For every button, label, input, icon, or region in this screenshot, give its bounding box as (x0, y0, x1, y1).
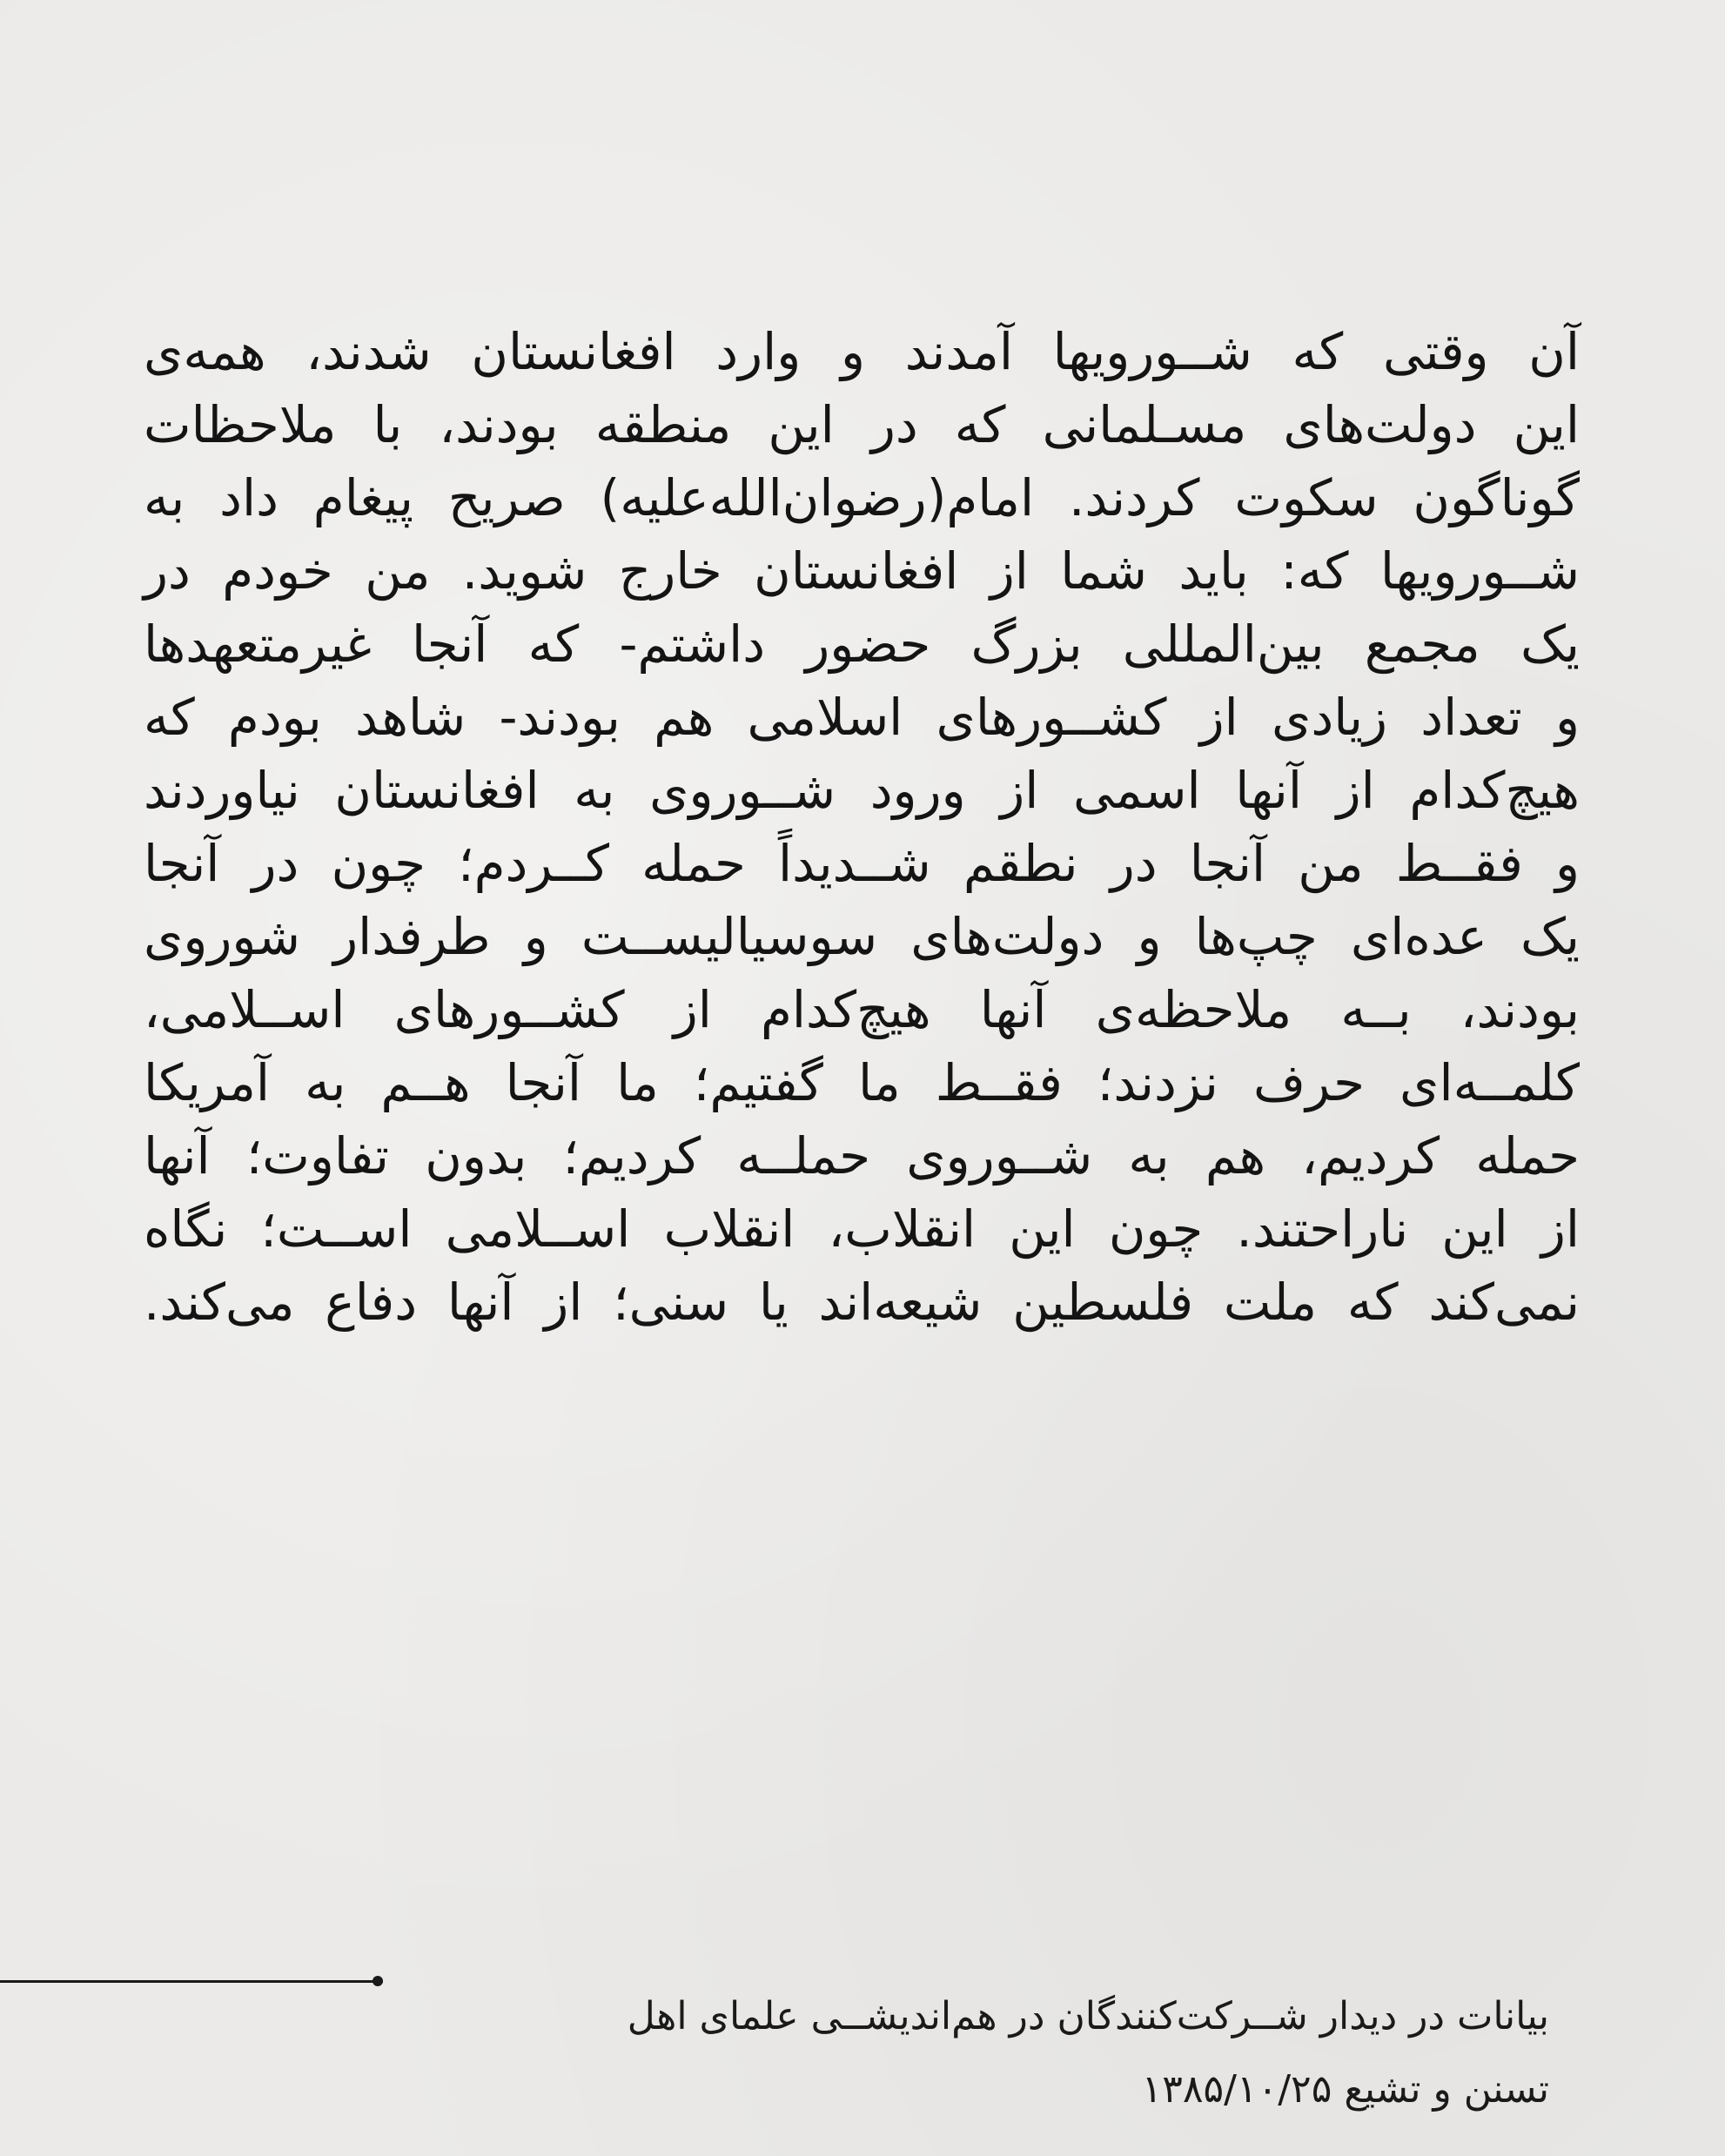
paragraph-line: و فقــط من آنجا در نطقم شــدیداً حمله کــردم؛ چون در آنجا (144, 834, 1580, 893)
paragraph-line: هیچ‌کدام از آنها اسمی از ورود شــوروی به افغانستان نیاوردند (144, 761, 1580, 820)
paragraph-line: شــورویها که: باید شما از افغانستان خارج شوید. من خودم در (144, 541, 1580, 601)
paragraph-line: و تعداد زیادی از کشــورهای اسلامی هم بودند- شاهد بودم که (144, 688, 1580, 747)
paragraph-line: بودند، بــه ملاحظه‌ی آنها هیچ‌کدام از کشــورهای اســلامی، (144, 980, 1580, 1039)
paragraph-line: حمله کردیم، هم به شــوروی حملــه کردیم؛ بدون تفاوت؛ آنها (144, 1126, 1580, 1185)
footnote-text (627, 1980, 1549, 2126)
paragraph-line: گوناگون سکوت کردند. امام(رضوان‌الله‌علیه) صریح پیغام داد به (144, 468, 1580, 527)
paragraph-line: یک مجمع بین‌المللی بزرگ حضور داشتم- که آنجا غیرمتعهدها (144, 615, 1580, 674)
main-paragraph (144, 315, 1580, 1339)
footnote-divider (0, 1980, 383, 1983)
paragraph-line: یک عده‌ای چپ‌ها و دولت‌های سوسیالیســت و طرفدار شوروی (144, 907, 1580, 966)
paragraph-line: از این ناراحتند. چون این انقلاب، انقلاب اســلامی اســت؛ نگاه (144, 1199, 1580, 1259)
footnote-line-2: تسنن و تشیع ۱۳۸۵/۱۰/۲۵ (1141, 2067, 1549, 2112)
paragraph-line: آن وقتی که شــورویها آمدند و وارد افغانستان شدند، همه‌ی (144, 322, 1580, 381)
footnote-bullet-dot (373, 1976, 383, 1986)
paragraph-line: این دولت‌های مسـلمانی که در این منطقه بودند، با ملاحظات (144, 395, 1580, 454)
paragraph-line: نمی‌کند که ملت فلسطین شیعه‌اند یا سنی؛ از آنها دفاع می‌کند. (144, 1273, 1580, 1332)
footnote-line-1: بیانات در دیدار شــرکت‌کنندگان در هم‌اندیشــی علمای اهل (627, 1994, 1549, 2038)
footnote (0, 1958, 1725, 2132)
paragraph-line: کلمــه‌ای حرف نزدند؛ فقــط ما گفتیم؛ ما آنجا هــم به آمریکا (144, 1053, 1580, 1112)
